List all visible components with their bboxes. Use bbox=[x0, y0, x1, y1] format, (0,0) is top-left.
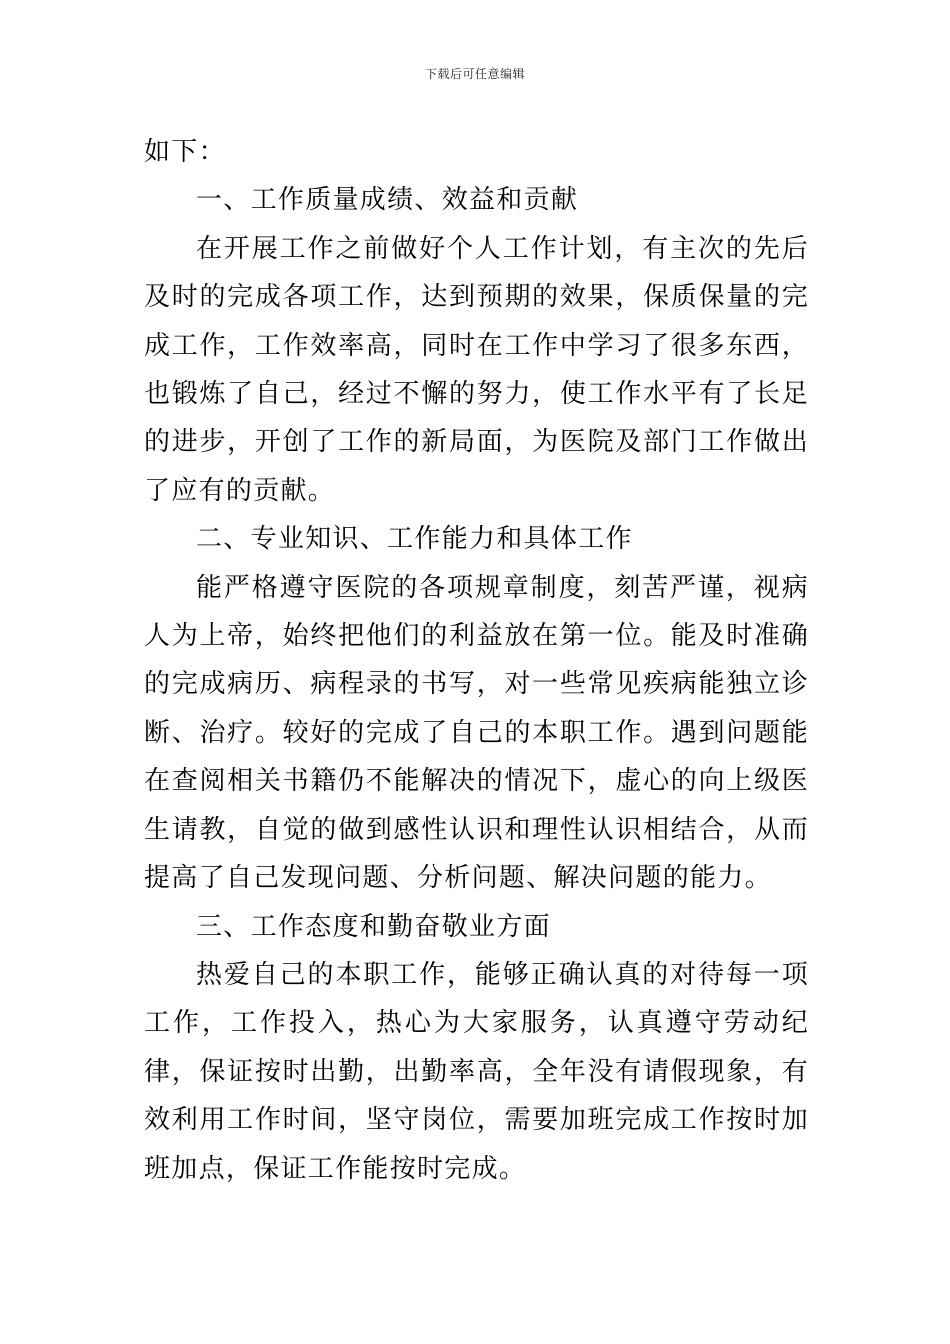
lead-text: 如下： bbox=[144, 137, 226, 167]
section-2-paragraph: 能严格遵守医院的各项规章制度，刻苦严谨，视病人为上帝，始终把他们的利益放在第一位。能及时准确的完成病历、病程录的书写，对一些常见疾病能独立诊断、治疗。较好的完成了自己的本职工作。遇到问题能在查阅相关书籍仍不能解决的情况下，虚心的向上级医生请教，自觉的做到感性认识和理性认识相结合，从而提高了自己发现问题、分析问题、解决问题的能力。 bbox=[144, 572, 809, 894]
section-1-heading: 一、工作质量成绩、效益和贡献 bbox=[196, 185, 579, 216]
page-header-note: 下载后可任意编辑 bbox=[424, 67, 525, 81]
document-body bbox=[144, 128, 809, 1193]
section-3-heading: 三、工作态度和勤奋敬业方面 bbox=[196, 911, 551, 942]
section-3-paragraph: 热爱自己的本职工作，能够正确认真的对待每一项工作，工作投入，热心为大家服务，认真遵守劳动纪律，保证按时出勤，出勤率高，全年没有请假现象，有效利用工作时间，坚守岗位，需要加班完成工作按时加班加点，保证工作能按时完成。 bbox=[144, 959, 809, 1184]
section-1-paragraph: 在开展工作之前做好个人工作计划，有主次的先后及时的完成各项工作，达到预期的效果，保质保量的完成工作，工作效率高，同时在工作中学习了很多东西，也锻炼了自己，经过不懈的努力，使工作水平有了长足的进步，开创了工作的新局面，为医院及部门工作做出了应有的贡献。 bbox=[144, 233, 809, 506]
section-2-heading: 二、专业知识、工作能力和具体工作 bbox=[196, 524, 633, 555]
